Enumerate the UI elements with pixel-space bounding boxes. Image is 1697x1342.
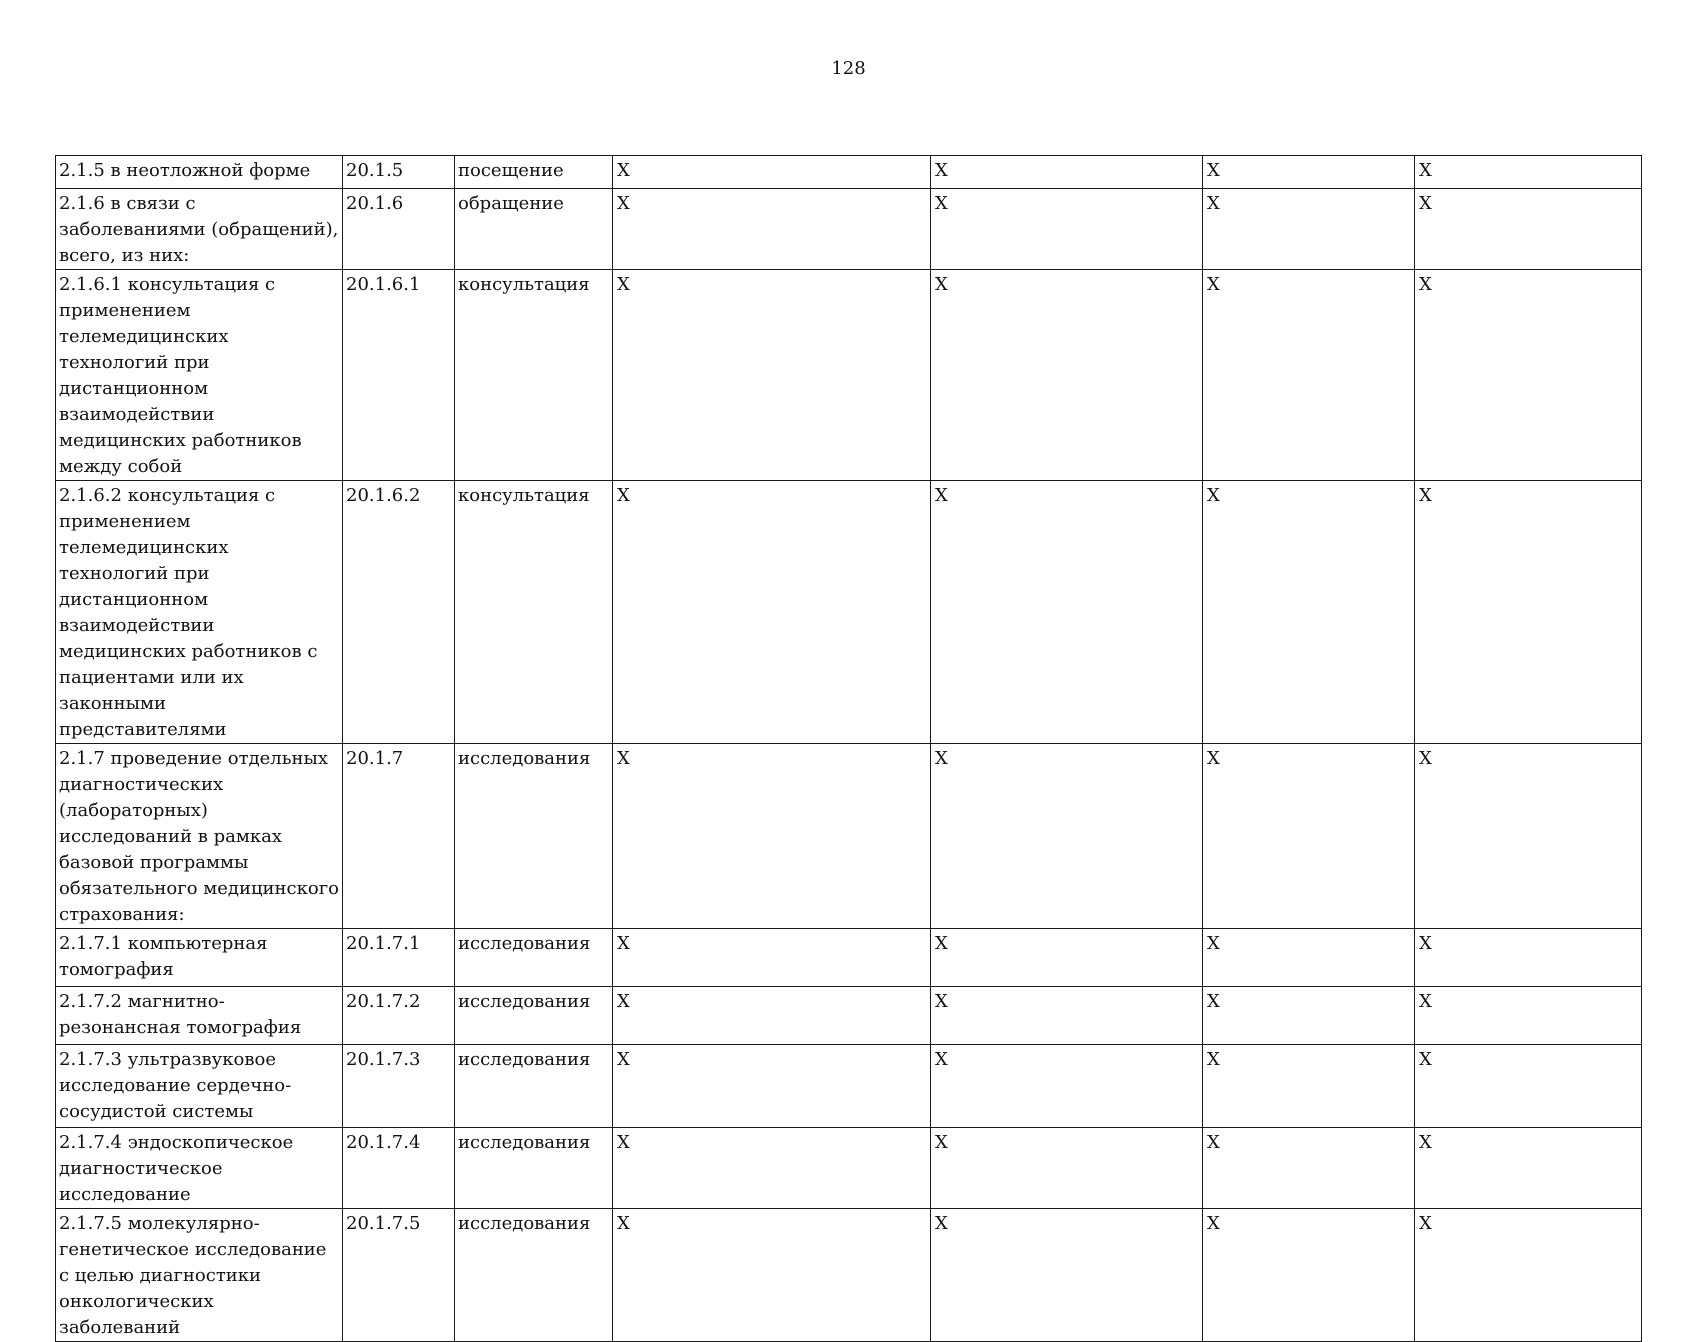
mark-cell: X (931, 481, 1203, 744)
mark-cell: X (1203, 270, 1415, 481)
row-unit: исследования (455, 929, 613, 987)
row-code: 20.1.7.5 (343, 1209, 455, 1342)
mark-cell: X (613, 744, 931, 929)
mark-cell: X (1415, 1045, 1642, 1128)
mark-cell: X (1415, 987, 1642, 1045)
mark-cell: X (613, 189, 931, 270)
row-unit: исследования (455, 744, 613, 929)
row-unit: обращение (455, 189, 613, 270)
mark-cell: X (1415, 189, 1642, 270)
mark-cell: X (1203, 987, 1415, 1045)
mark-cell: X (1415, 1209, 1642, 1342)
row-code: 20.1.6.2 (343, 481, 455, 744)
row-unit: консультация (455, 481, 613, 744)
row-code: 20.1.7.2 (343, 987, 455, 1045)
table-row (56, 270, 1642, 481)
row-name: 2.1.6.1 консультация с применением телемедицинских технологий при дистанционном взаимодействии медицинских работников между собой (56, 270, 343, 481)
mark-cell: X (1415, 1128, 1642, 1209)
mark-cell: X (613, 1045, 931, 1128)
table-row (56, 481, 1642, 744)
row-unit: исследования (455, 1128, 613, 1209)
row-code: 20.1.7.4 (343, 1128, 455, 1209)
row-code: 20.1.7.1 (343, 929, 455, 987)
mark-cell: X (931, 744, 1203, 929)
mark-cell: X (931, 270, 1203, 481)
row-unit: консультация (455, 270, 613, 481)
row-unit: исследования (455, 987, 613, 1045)
mark-cell: X (1203, 929, 1415, 987)
row-name: 2.1.7.1 компьютерная томография (56, 929, 343, 987)
mark-cell: X (931, 1045, 1203, 1128)
mark-cell: X (613, 1209, 931, 1342)
table-row (56, 1128, 1642, 1209)
row-code: 20.1.7 (343, 744, 455, 929)
mark-cell: X (613, 1128, 931, 1209)
row-name: 2.1.7.2 магнитно-резонансная томография (56, 987, 343, 1045)
row-name: 2.1.7.5 молекулярно-генетическое исследование с целью диагностики онкологических заболеваний (56, 1209, 343, 1342)
row-code: 20.1.6 (343, 189, 455, 270)
mark-cell: X (613, 929, 931, 987)
mark-cell: X (613, 481, 931, 744)
mark-cell: X (613, 987, 931, 1045)
table-row (56, 744, 1642, 929)
mark-cell: X (1203, 1045, 1415, 1128)
row-name: 2.1.7.3 ультразвуковое исследование сердечно-сосудистой системы (56, 1045, 343, 1128)
mark-cell: X (613, 156, 931, 189)
mark-cell: X (1203, 1209, 1415, 1342)
table-row (56, 156, 1642, 189)
mark-cell: X (1203, 189, 1415, 270)
mark-cell: X (931, 156, 1203, 189)
row-name: 2.1.5 в неотложной форме (56, 156, 343, 189)
mark-cell: X (1415, 270, 1642, 481)
table-row (56, 1045, 1642, 1128)
mark-cell: X (931, 929, 1203, 987)
row-name: 2.1.7 проведение отдельных диагностических (лабораторных) исследований в рамках базовой программы обязательного медицинского страхования: (56, 744, 343, 929)
mark-cell: X (1415, 744, 1642, 929)
mark-cell: X (1203, 1128, 1415, 1209)
mark-cell: X (613, 270, 931, 481)
row-name: 2.1.6.2 консультация с применением телемедицинских технологий при дистанционном взаимодействии медицинских работников с пациентами или их законными представителями (56, 481, 343, 744)
row-code: 20.1.7.3 (343, 1045, 455, 1128)
mark-cell: X (1415, 481, 1642, 744)
table-row (56, 929, 1642, 987)
mark-cell: X (1203, 481, 1415, 744)
mark-cell: X (931, 1128, 1203, 1209)
row-name: 2.1.6 в связи с заболеваниями (обращений), всего, из них: (56, 189, 343, 270)
mark-cell: X (931, 987, 1203, 1045)
mark-cell: X (931, 1209, 1203, 1342)
mark-cell: X (1415, 929, 1642, 987)
row-name: 2.1.7.4 эндоскопическое диагностическое исследование (56, 1128, 343, 1209)
row-unit: посещение (455, 156, 613, 189)
row-unit: исследования (455, 1209, 613, 1342)
mark-cell: X (931, 189, 1203, 270)
mark-cell: X (1203, 744, 1415, 929)
mark-cell: X (1203, 156, 1415, 189)
data-table (55, 155, 1642, 1342)
row-code: 20.1.5 (343, 156, 455, 189)
row-unit: исследования (455, 1045, 613, 1128)
table-row (56, 189, 1642, 270)
table-row (56, 1209, 1642, 1342)
mark-cell: X (1415, 156, 1642, 189)
row-code: 20.1.6.1 (343, 270, 455, 481)
table-row (56, 987, 1642, 1045)
page-number: 128 (831, 58, 866, 79)
